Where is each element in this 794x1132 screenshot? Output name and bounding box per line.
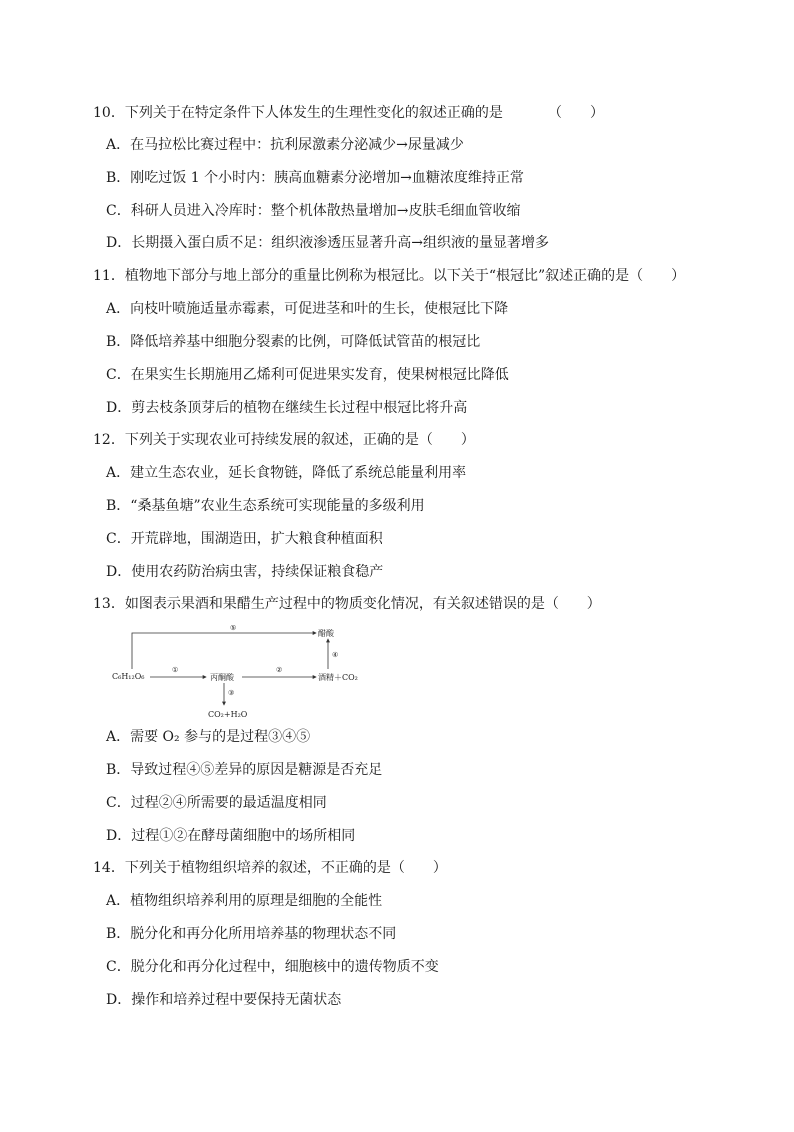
- co2-h2o-label: CO₂+H₂O: [208, 710, 248, 719]
- question-11-option-d: D．剪去枝条顶芽后的植物在继续生长过程中根冠比将升高: [106, 400, 468, 416]
- question-14-option-d: D．操作和培养过程中要保持无菌状态: [106, 992, 342, 1008]
- fermentation-pathway-diagram: [110, 625, 380, 725]
- question-12-option-a: A．建立生态农业，延长食物链，降低了系统总能量利用率: [106, 465, 467, 481]
- pyruvate-label: 丙酮酸: [210, 673, 234, 682]
- question-11-stem: 11．植物地下部分与地上部分的重量比例称为根冠比。以下关于“根冠比”叙述正确的是（ ）: [93, 268, 686, 284]
- question-10-option-c: C．科研人员进入冷库时：整个机体散热量增加→皮肤毛细血管收缩: [106, 203, 521, 219]
- question-13-option-c: C．过程②④所需要的最适温度相同: [106, 795, 327, 811]
- question-12-option-c: C．开荒辟地，围湖造田，扩大粮食种植面积: [106, 531, 383, 547]
- question-10-answer-paren: （ ）: [548, 105, 604, 121]
- question-14-option-c: C．脱分化和再分化过程中，细胞核中的遗传物质不变: [106, 959, 439, 975]
- question-13-option-a: A．需要 O₂ 参与的是过程③④⑤: [106, 729, 311, 745]
- question-10-option-b: B．刚吃过饭 1 个小时内：胰高血糖素分泌增加→血糖浓度维持正常: [106, 170, 524, 186]
- question-13-option-b: B．导致过程④⑤差异的原因是糖源是否充足: [106, 762, 383, 778]
- question-14-stem: 14．下列关于植物组织培养的叙述，不正确的是（ ）: [93, 860, 447, 876]
- question-13-option-d: D．过程①②在酵母菌细胞中的场所相同: [106, 828, 356, 844]
- question-11-option-c: C．在果实生长期施用乙烯利可促进果实发育，使果树根冠比降低: [106, 367, 509, 383]
- question-14-option-b: B．脱分化和再分化所用培养基的物理状态不同: [106, 926, 397, 942]
- question-10-option-a: A．在马拉松比赛过程中：抗利尿激素分泌减少→尿量减少: [106, 137, 464, 153]
- acetic-acid-label: 醋酸: [318, 629, 334, 638]
- ethanol-co2-label: 酒精＋CO₂: [318, 673, 358, 682]
- question-11-option-b: B．降低培养基中细胞分裂素的比例，可降低试管苗的根冠比: [106, 334, 481, 350]
- question-14-option-a: A．植物组织培养利用的原理是细胞的全能性: [106, 893, 383, 909]
- question-12-option-d: D．使用农药防治病虫害，持续保证粮食稳产: [106, 564, 384, 580]
- question-12-stem: 12．下列关于实现农业可持续发展的叙述，正确的是（ ）: [93, 432, 475, 448]
- question-12-option-b: B．“桑基鱼塘”农业生态系统可实现能量的多级利用: [106, 498, 425, 514]
- question-10-stem: 10．下列关于在特定条件下人体发生的生理性变化的叙述正确的是: [93, 105, 503, 121]
- step-5-label: ⑤: [230, 625, 237, 632]
- step-3-label: ③: [228, 689, 235, 697]
- question-13-stem: 13．如图表示果酒和果醋生产过程中的物质变化情况，有关叙述错误的是（ ）: [93, 596, 601, 612]
- step-2-label: ②: [276, 666, 283, 674]
- question-11-option-a: A．向枝叶喷施适量赤霉素，可促进茎和叶的生长，使根冠比下降: [106, 301, 509, 317]
- pathway-5-arrow: [132, 633, 316, 669]
- question-10-option-d: D．长期摄入蛋白质不足：组织液渗透压显著升高→组织液的量显著增多: [106, 235, 549, 251]
- step-1-label: ①: [172, 666, 179, 674]
- step-4-label: ④: [332, 651, 339, 659]
- glucose-label: C₆H₁₂O₆: [112, 672, 145, 681]
